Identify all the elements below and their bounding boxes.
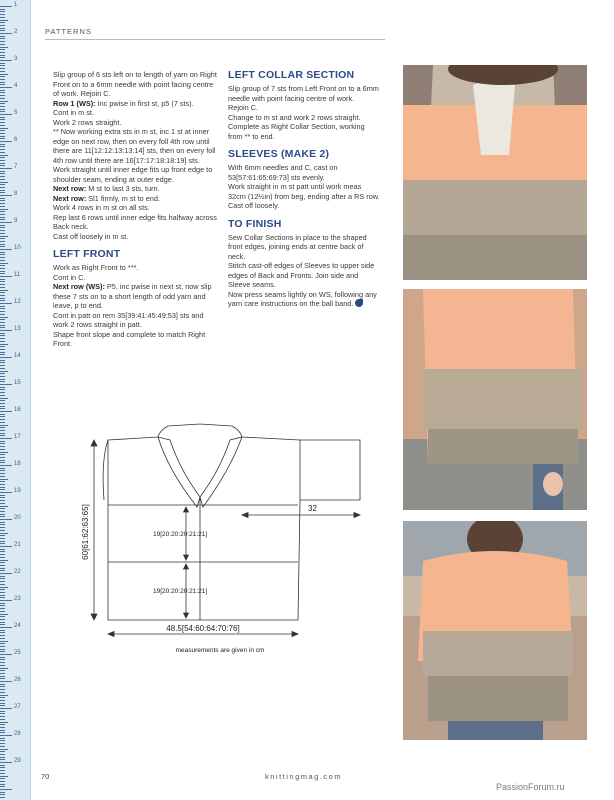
ruler-number: 13: [14, 326, 21, 332]
collar-right: [200, 437, 242, 507]
sleeves-heading: SLEEVES (MAKE 2): [228, 148, 330, 160]
ruler-number: 17: [14, 434, 21, 440]
ruler-number: 29: [14, 758, 21, 764]
watermark: PassionForum.ru: [496, 782, 565, 792]
measurements-note: measurements are given in cm: [175, 647, 265, 654]
ruler-number: 12: [14, 299, 21, 305]
ruler-number: 23: [14, 596, 21, 602]
paragraph: Work 4 rows in m st on all sts.: [53, 203, 150, 212]
ruler-number: 9: [14, 218, 18, 224]
ruler-number: 19: [14, 488, 21, 494]
row-label: Next row (WS):: [53, 282, 105, 291]
paragraph: Work straight in m st patt until work meas 32cm (12½in) from beg, ending after a RS row.: [228, 182, 380, 201]
ruler-number: 16: [14, 407, 21, 413]
paragraph: Cast off loosely.: [228, 201, 280, 210]
ruler-number: 2: [14, 29, 18, 35]
paragraph: With 6mm needles and C, cast on 53[57:61:65:69:73] sts evenly.: [228, 163, 338, 182]
ruler-number: 1: [14, 2, 18, 8]
ruler-number: 26: [14, 677, 21, 683]
paragraph: Rep last 6 rows until inner edge fits halfway across Back neck.: [53, 212, 217, 231]
photo-cardigan-side: [403, 289, 587, 510]
paragraph: ** Now working extra sts in m st, inc 1 st at inner edge on next row, then on every foll 4th row until there are 11[12:12:13:13:14] sts, then on every foll 4th row until there are 16[17:17:18:18:19] sts.: [53, 127, 216, 165]
ruler-number: 24: [14, 623, 21, 629]
paragraph: Cont in C.: [53, 272, 86, 282]
photo-cardigan-front: [403, 65, 587, 280]
paragraph: Slip group of 6 sts left on to length of yarn on Right Front on to a 6mm needle with point facing centre of work. Rejoin C.: [53, 70, 217, 98]
paragraph: Stitch cast-off edges of Sleeves to upper side edges of Back and Fronts. Join side and Sleeve seams.: [228, 261, 375, 289]
paragraph: Work as Right Front to ***.: [53, 263, 139, 272]
ruler-number: 10: [14, 245, 21, 251]
ruler-number: 28: [14, 731, 21, 737]
ruler-number: 5: [14, 110, 18, 116]
paragraph: Shape front slope and complete to match Right Front.: [53, 329, 206, 348]
ruler-number: 7: [14, 164, 18, 170]
photo-cardigan-back: [403, 521, 587, 740]
paragraph: Cont in patt on rem 35[39:41:45:49:53] sts and work 2 rows straight in patt.: [53, 310, 204, 329]
ruler-number: 25: [14, 650, 21, 656]
height-label: 60[61:62:63:65]: [81, 504, 90, 560]
collar-left: [158, 437, 200, 507]
paragraph-text: Now press seams lightly on WS, following any yarn care instructions on the ball band.: [228, 289, 377, 308]
stripe-1-label: 19[20:20:20:21:21]: [153, 531, 208, 538]
body-outline: [108, 424, 360, 620]
ruler-number: 18: [14, 461, 21, 467]
paragraph: Cont in m st.: [53, 108, 94, 117]
ruler-number: 4: [14, 83, 18, 89]
row-text: Inc pwise in first st, p5 (7 sts).: [95, 98, 194, 108]
paragraph: Sew Collar Sections in place to the shaped front edges, joining ends at centre back of neck.: [228, 232, 367, 261]
sleeve-length-label: 32: [308, 504, 317, 513]
ruler-number: 27: [14, 704, 21, 710]
stripe-2-label: 19[20:20:20:21:21]: [153, 588, 208, 595]
paragraph: Complete as Right Collar Section, working from ** to end.: [228, 122, 365, 141]
ruler-number: 15: [14, 380, 21, 386]
paragraph: Rejoin C.: [228, 103, 259, 112]
row-label: Next row:: [53, 184, 87, 193]
left-front-heading: LEFT FRONT: [53, 248, 121, 260]
site-url: knittingmag.com: [265, 772, 343, 781]
row-label: Next row:: [53, 193, 87, 203]
paragraph: Slip group of 7 sts from Left Front on to a 6mm needle with point facing centre of work.: [228, 84, 379, 103]
ruler-number: 22: [14, 569, 21, 575]
paragraph: Cast off loosely in m st.: [53, 231, 129, 241]
row-text: Sl1 firmly, m st to end.: [86, 193, 160, 203]
ruler-number: 21: [14, 542, 21, 548]
paragraph: Work 2 rows straight.: [53, 117, 122, 127]
page-number: 70: [41, 772, 50, 781]
width-label: 48.5[54:60:64:70:76]: [166, 624, 240, 633]
paragraph: Work straight until inner edge fits up front edge to shoulder seam, ending at outer edge.: [53, 165, 213, 184]
ruler-number: 8: [14, 191, 18, 197]
to-finish-heading: TO FINISH: [228, 217, 282, 230]
row-text: P5, inc pwise in next st, now slip these 7 sts on to a short length of odd yarn and leave, p to end.: [53, 282, 212, 310]
paragraph: Change to m st and work 2 rows straight.: [228, 112, 361, 122]
ruler-number: 14: [14, 353, 21, 359]
ruler-number: 20: [14, 515, 21, 521]
ruler-number: 11: [14, 272, 21, 278]
ruler-number: 6: [14, 137, 18, 143]
row-label: Row 1 (WS):: [53, 98, 96, 108]
section-label: PATTERNS: [45, 27, 92, 36]
left-collar-heading: LEFT COLLAR SECTION: [228, 69, 355, 81]
row-text: M st to last 3 sts, turn.: [86, 184, 160, 193]
ruler-number: 3: [14, 56, 18, 62]
